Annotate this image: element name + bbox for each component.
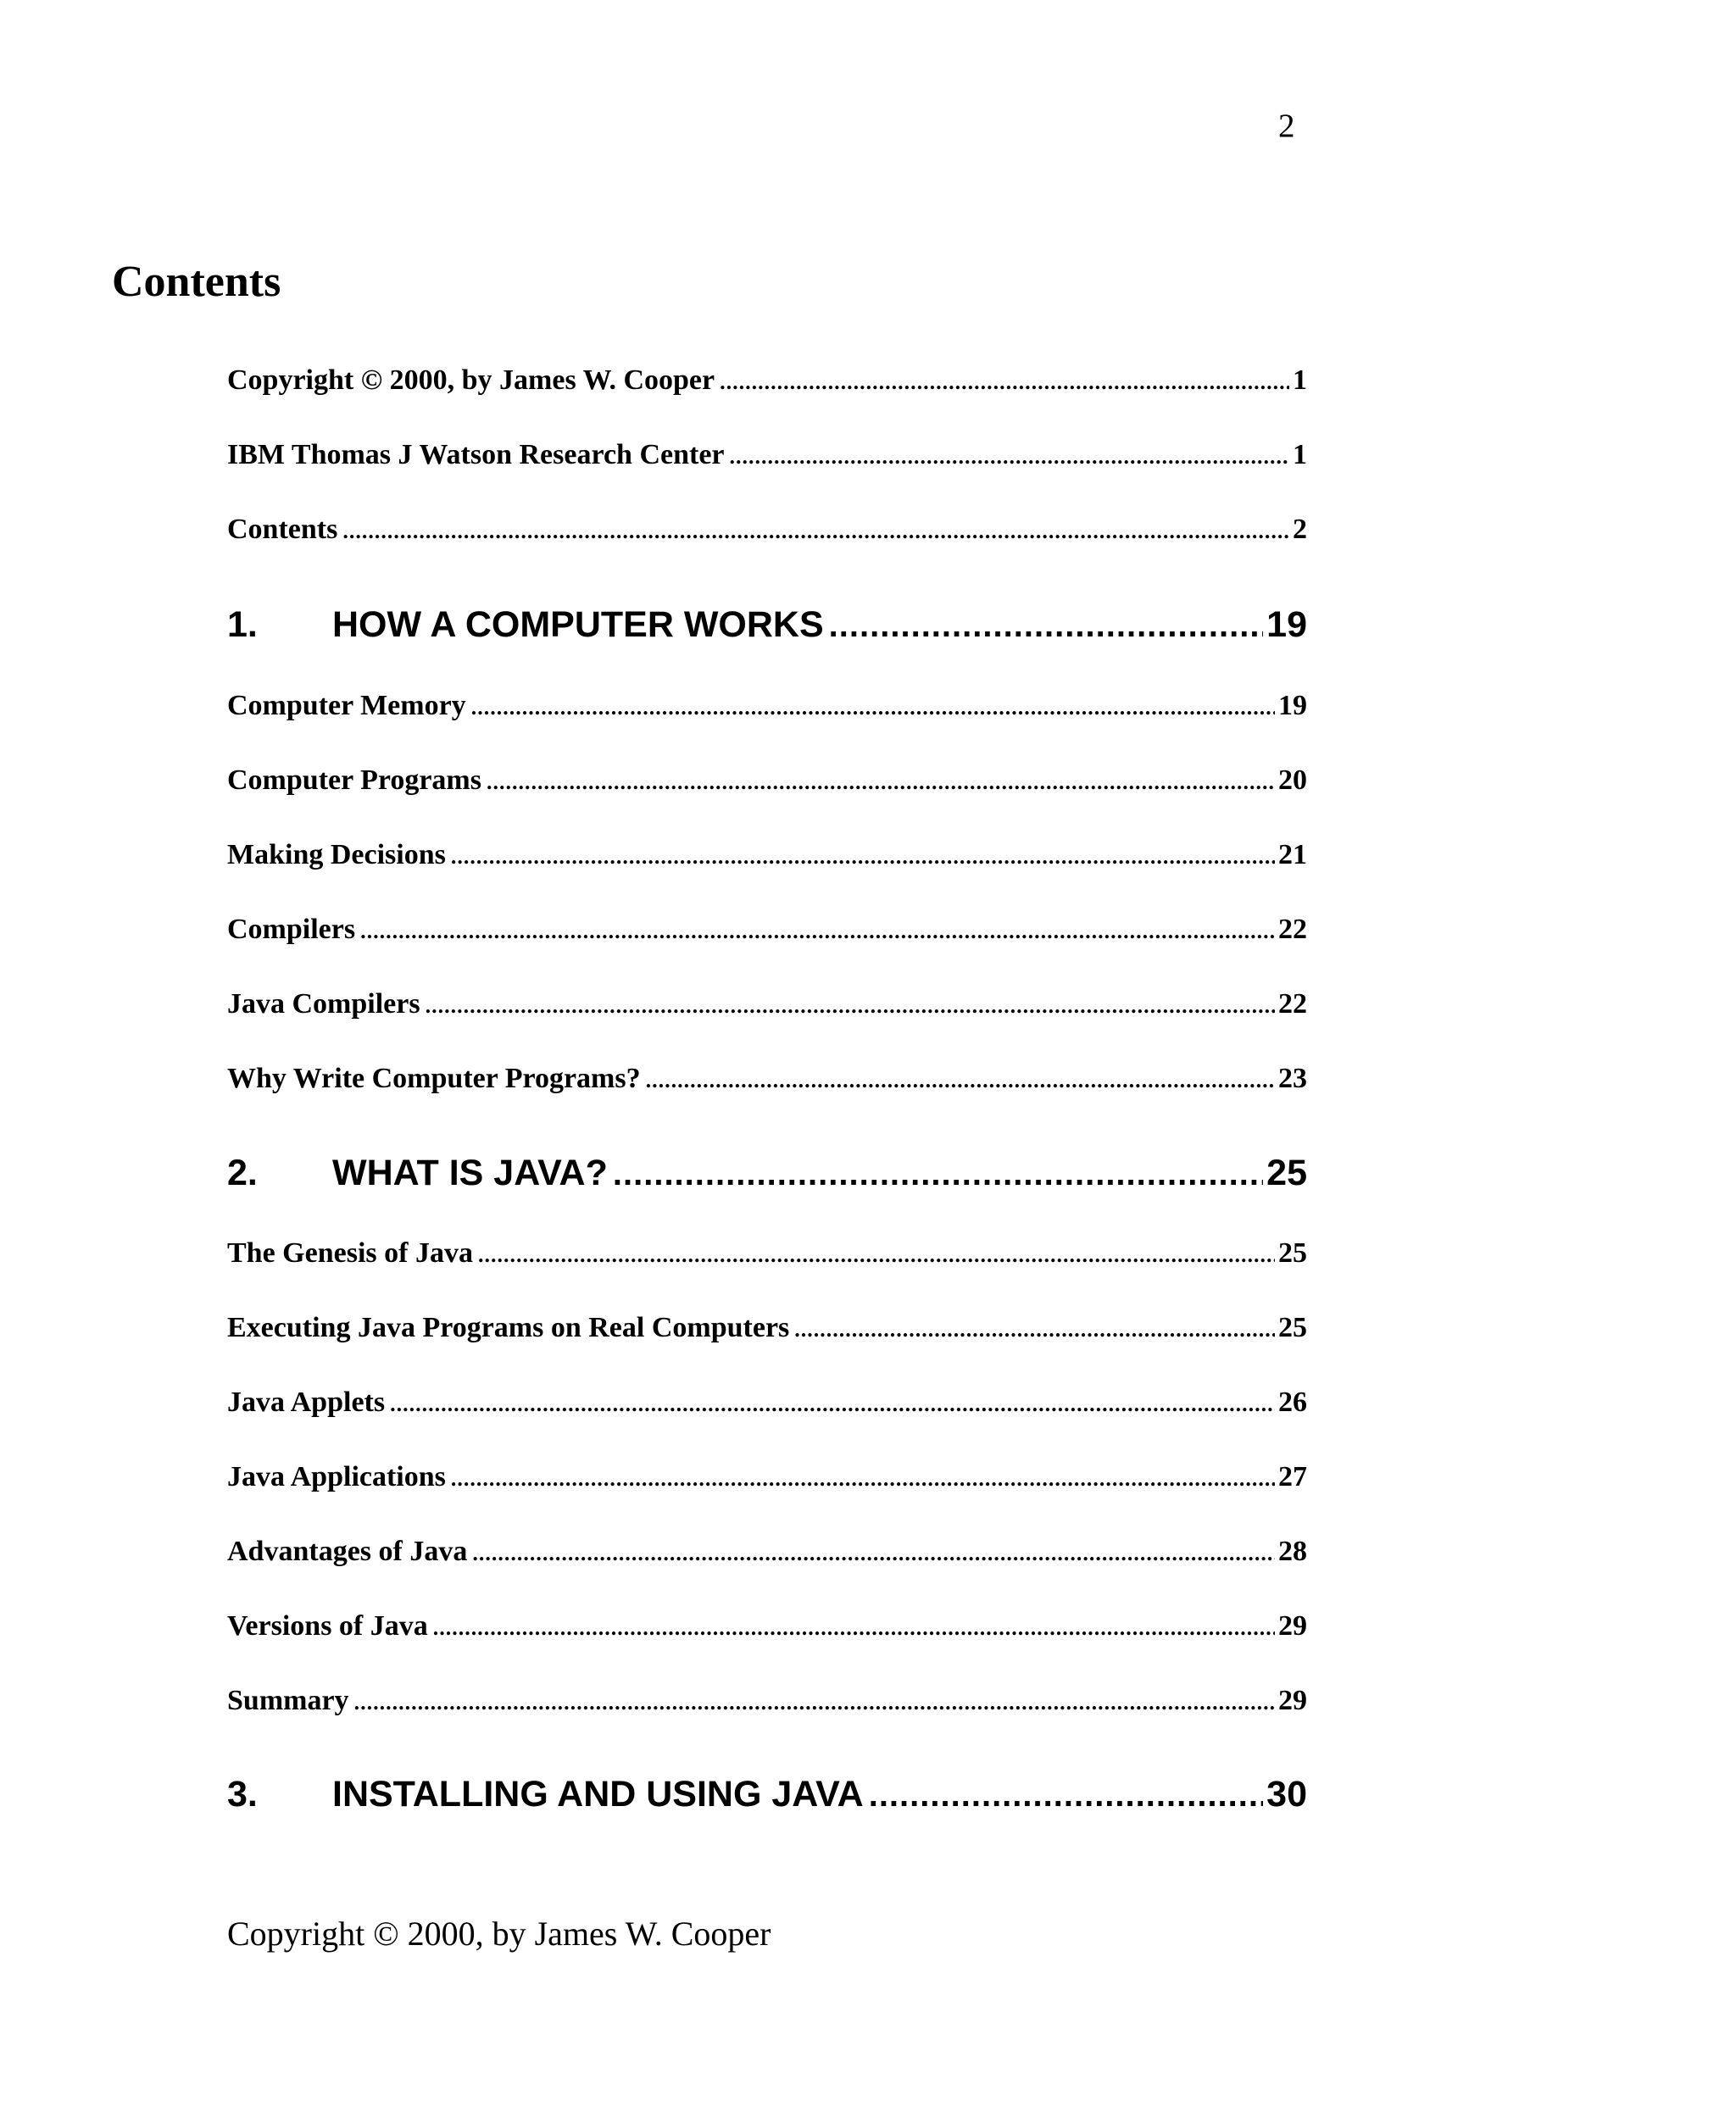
toc-entry[interactable] xyxy=(227,1612,1307,1641)
toc-entry[interactable] xyxy=(227,441,1307,470)
chapter-page: 30 xyxy=(1266,1774,1307,1815)
toc-entry-label: Contents xyxy=(227,514,338,545)
toc-entry[interactable] xyxy=(227,915,1307,944)
toc-entry-page: 28 xyxy=(1278,1536,1307,1567)
toc-entry-label: Computer Programs xyxy=(227,764,481,796)
dot-leader xyxy=(613,1157,1263,1191)
toc-entry-page: 25 xyxy=(1278,1312,1307,1343)
toc-entry-page: 21 xyxy=(1278,839,1307,870)
toc-entry[interactable] xyxy=(227,1687,1307,1715)
toc-entry-page: 20 xyxy=(1278,764,1307,796)
toc-entry-label: Java Applets xyxy=(227,1387,386,1418)
dot-leader xyxy=(730,446,1290,468)
toc-entry[interactable] xyxy=(227,1537,1307,1566)
dot-leader xyxy=(433,1617,1275,1639)
dot-leader xyxy=(360,920,1275,942)
dot-leader xyxy=(471,697,1275,719)
toc-entry-page: 1 xyxy=(1293,364,1307,396)
dot-leader xyxy=(342,520,1289,542)
dot-leader xyxy=(720,371,1289,393)
dot-leader xyxy=(794,1319,1275,1341)
dot-leader xyxy=(472,1542,1275,1565)
toc-entry-page: 23 xyxy=(1278,1063,1307,1094)
toc-entry-label: Summary xyxy=(227,1685,349,1716)
toc-entry[interactable] xyxy=(227,990,1307,1019)
toc-entry-page: 29 xyxy=(1278,1685,1307,1716)
toc-entry-page: 22 xyxy=(1278,988,1307,1020)
dot-leader xyxy=(478,1244,1275,1266)
toc-entry-page: 26 xyxy=(1278,1387,1307,1418)
toc-entry-label: Java Compilers xyxy=(227,988,420,1020)
dot-leader xyxy=(646,1070,1275,1092)
page-number: 2 xyxy=(1278,108,1295,144)
toc-entry[interactable] xyxy=(227,841,1307,870)
toc-entry-label: Copyright © 2000, by James W. Cooper xyxy=(227,364,715,396)
toc-entry-label: Computer Memory xyxy=(227,690,466,721)
toc-entry-label: Advantages of Java xyxy=(227,1536,468,1567)
dot-leader xyxy=(390,1393,1275,1415)
toc-entry[interactable] xyxy=(227,1239,1307,1268)
toc-chapter-entry[interactable] xyxy=(227,1155,1307,1192)
toc-entry-label: IBM Thomas J Watson Research Center xyxy=(227,439,725,470)
chapter-page: 25 xyxy=(1266,1153,1307,1193)
toc-entry[interactable] xyxy=(227,515,1307,544)
dot-leader xyxy=(426,995,1275,1017)
toc-entry[interactable] xyxy=(227,1064,1307,1093)
toc-chapter-entry[interactable] xyxy=(227,604,1307,645)
dot-leader xyxy=(354,1692,1275,1714)
toc-entry-page: 1 xyxy=(1293,439,1307,470)
toc-entry-page: 22 xyxy=(1278,914,1307,945)
toc-entry-page: 2 xyxy=(1293,514,1307,545)
chapter-title: WHAT IS JAVA? xyxy=(332,1153,608,1193)
chapter-number: 1. xyxy=(227,604,258,645)
toc-entry[interactable] xyxy=(227,366,1307,395)
toc-entry-page: 25 xyxy=(1278,1237,1307,1269)
dot-leader xyxy=(451,846,1275,868)
chapter-number: 3. xyxy=(227,1774,258,1815)
chapter-title: INSTALLING AND USING JAVA xyxy=(332,1774,864,1815)
toc-entry-label: Making Decisions xyxy=(227,839,446,870)
toc-entry-page: 19 xyxy=(1278,690,1307,721)
toc-entry-page: 29 xyxy=(1278,1610,1307,1642)
dot-leader xyxy=(869,1778,1263,1812)
toc-entry-label: Executing Java Programs on Real Computers xyxy=(227,1312,790,1343)
toc-entry-label: Why Write Computer Programs? xyxy=(227,1063,641,1094)
chapter-title: HOW A COMPUTER WORKS xyxy=(332,604,824,645)
dot-leader xyxy=(829,609,1263,642)
dot-leader xyxy=(451,1468,1275,1490)
toc-entry-label: Versions of Java xyxy=(227,1610,428,1642)
toc-entry[interactable] xyxy=(227,692,1307,720)
page-footer: Copyright © 2000, by James W. Cooper xyxy=(227,1915,771,1953)
toc-chapter-entry[interactable] xyxy=(227,1776,1307,1813)
dot-leader xyxy=(487,771,1275,793)
toc-entry-label: The Genesis of Java xyxy=(227,1237,473,1269)
chapter-number: 2. xyxy=(227,1153,258,1193)
chapter-page: 19 xyxy=(1266,604,1307,645)
toc-entry[interactable] xyxy=(227,1314,1307,1342)
toc-entry-label: Compilers xyxy=(227,914,356,945)
toc-entry[interactable] xyxy=(227,766,1307,795)
toc-entry-label: Java Applications xyxy=(227,1461,446,1492)
toc-entry[interactable] xyxy=(227,1388,1307,1417)
page-title: Contents xyxy=(112,258,281,306)
toc-entry[interactable] xyxy=(227,1463,1307,1492)
toc-entry-page: 27 xyxy=(1278,1461,1307,1492)
